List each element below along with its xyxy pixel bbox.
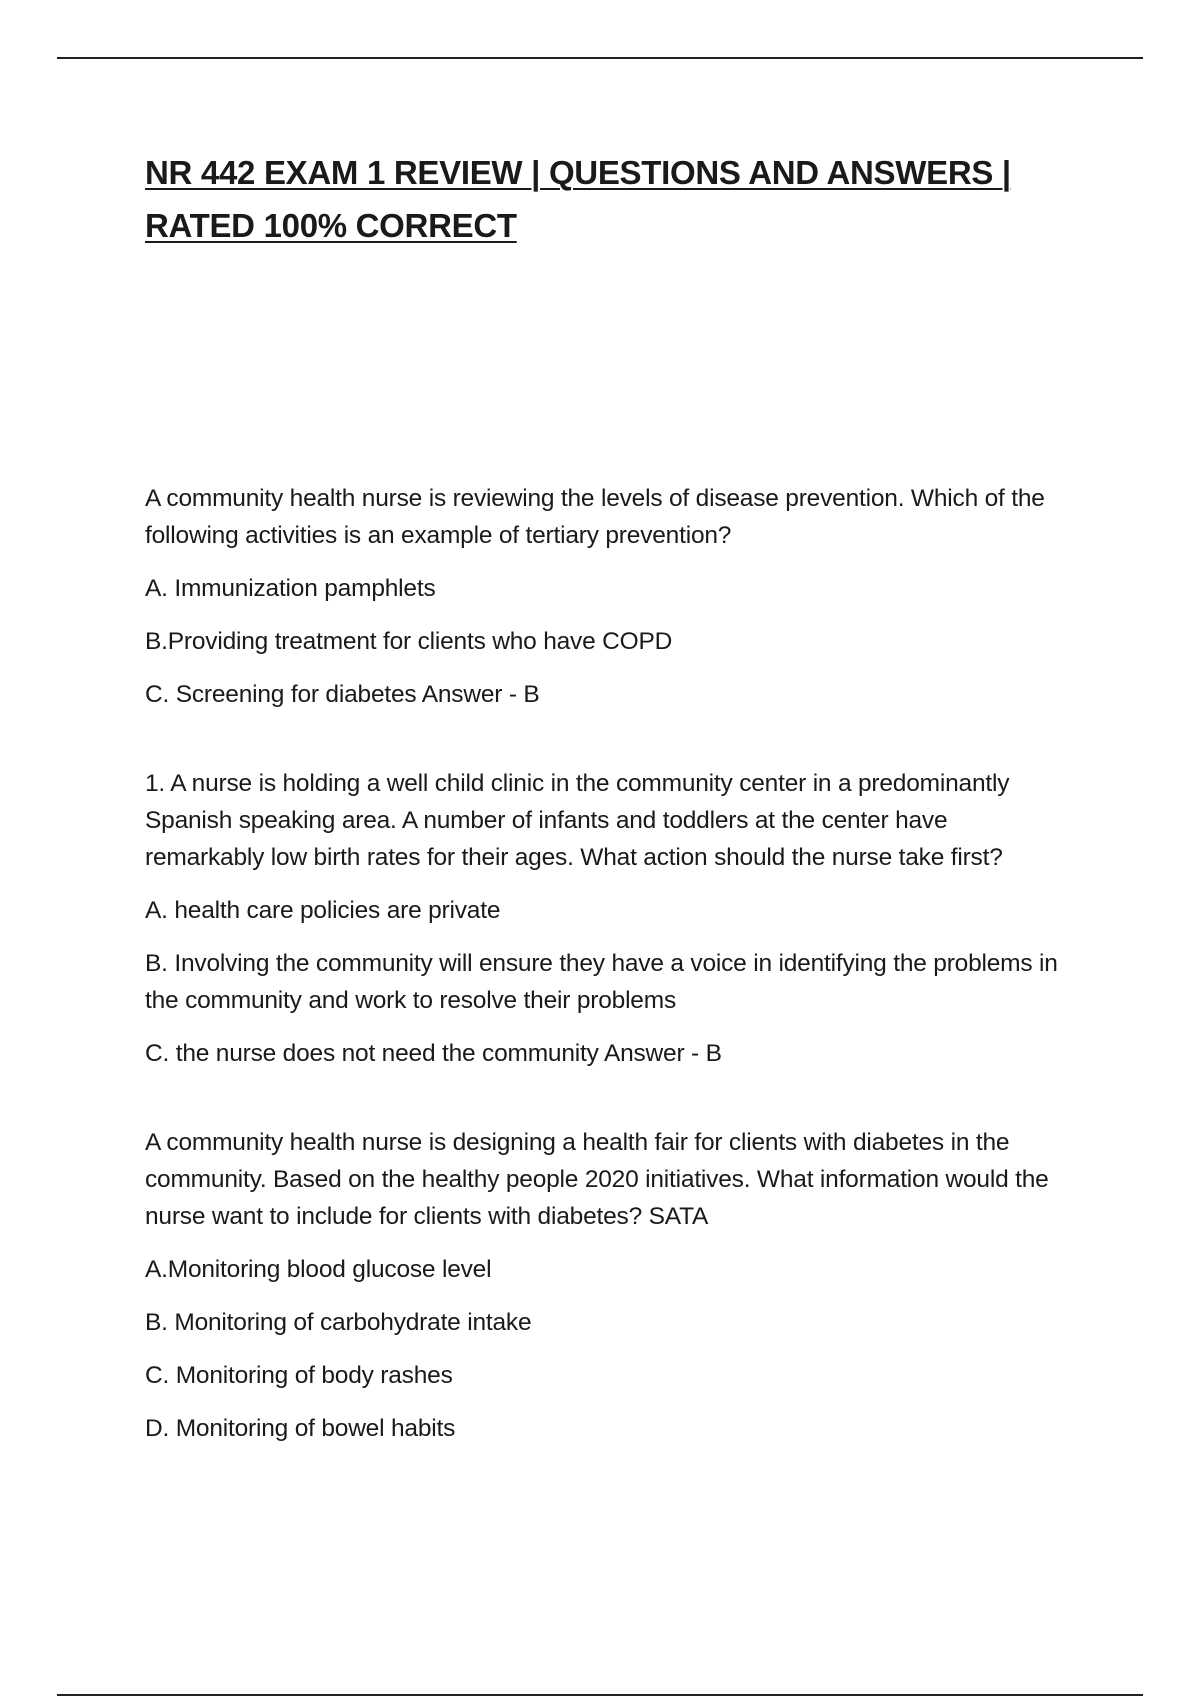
answer-option: C. Screening for diabetes Answer - B bbox=[145, 681, 540, 708]
question-block bbox=[145, 480, 1060, 713]
answer-option: A. health care policies are private bbox=[145, 897, 501, 924]
answer-option: B. Monitoring of carbohydrate intake bbox=[145, 1309, 532, 1336]
question-text: 1. A nurse is holding a well child clinic in the community center in a predominantly Spanish speaking area. A number of infants and toddlers at the center have remarkably low birth rates for their ages. What action should the nurse take first? bbox=[145, 770, 1010, 871]
answer-option: C. Monitoring of body rashes bbox=[145, 1362, 453, 1389]
answer-option: A. Immunization pamphlets bbox=[145, 575, 436, 602]
question-block bbox=[145, 765, 1060, 1072]
answer-option: D. Monitoring of bowel habits bbox=[145, 1415, 456, 1442]
header-rule bbox=[57, 57, 1143, 59]
footer-rule bbox=[57, 1694, 1143, 1696]
question-block bbox=[145, 1124, 1060, 1447]
answer-option: B.Providing treatment for clients who have COPD bbox=[145, 628, 673, 655]
answer-option: A.Monitoring blood glucose level bbox=[145, 1256, 492, 1283]
document-body bbox=[145, 480, 1060, 1499]
document-title: NR 442 EXAM 1 REVIEW | QUESTIONS AND ANSWERS | RATED 100% CORRECT bbox=[145, 154, 1011, 244]
answer-option: C. the nurse does not need the community Answer - B bbox=[145, 1040, 722, 1067]
answer-option: B. Involving the community will ensure they have a voice in identifying the problems in the community and work to resolve their problems bbox=[145, 950, 1058, 1014]
question-text: A community health nurse is reviewing the levels of disease prevention. Which of the following activities is an example of tertiary prevention? bbox=[145, 485, 1045, 549]
question-text: A community health nurse is designing a health fair for clients with diabetes in the community. Based on the healthy people 2020 initiatives. What information would the nurse want to include for clients with diabetes? SATA bbox=[145, 1129, 1049, 1230]
